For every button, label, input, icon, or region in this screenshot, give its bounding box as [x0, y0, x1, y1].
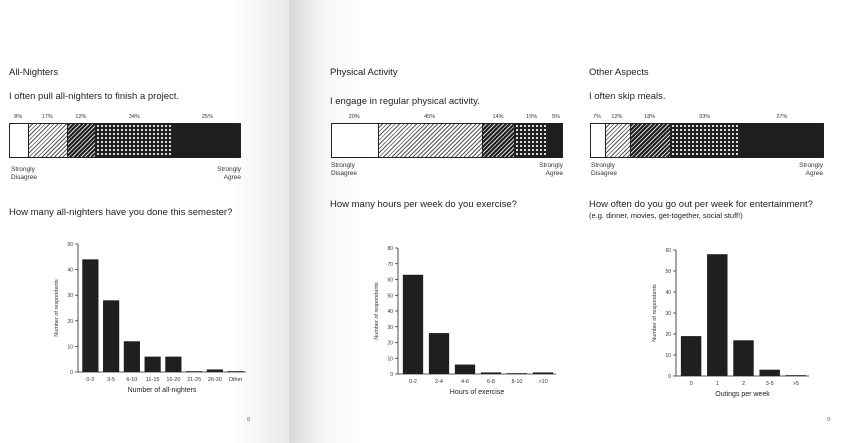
likert-right-label — [201, 166, 241, 182]
section-title-all-nighters: All-Nighters — [9, 67, 59, 78]
likert-percent-label: 20% — [348, 114, 360, 120]
x-tick-label: 2-4 — [435, 379, 443, 385]
bar-3-5 — [759, 370, 779, 376]
likert-left-label-line2: Disagree — [331, 170, 358, 177]
bar-0-2 — [82, 259, 98, 372]
likert-right-label — [523, 162, 563, 178]
likert-percent-label: 15% — [526, 114, 538, 120]
x-axis-label: Outings per week — [715, 391, 770, 398]
question-outings: How often do you go out per week for entertainment? — [589, 199, 813, 210]
y-tick-label: 0 — [70, 370, 73, 376]
likert-percent-label: 33% — [699, 114, 711, 120]
y-tick-label: 40 — [387, 309, 393, 315]
y-tick-label: 50 — [387, 293, 393, 300]
y-tick-label: 10 — [665, 353, 671, 359]
likert-segment-strongly-disagree — [10, 124, 28, 157]
x-tick-label: 0-2 — [409, 379, 417, 385]
bar-2-4 — [429, 333, 449, 374]
likert-percent-label: 17% — [41, 114, 53, 120]
bar-0-2 — [403, 275, 423, 374]
likert-segment-disagree — [28, 124, 67, 157]
likert-left-label — [591, 162, 617, 178]
x-axis-label: Number of all-nighters — [127, 387, 197, 394]
bar->5 — [786, 375, 806, 376]
page-number-right: 9 — [827, 417, 831, 423]
likert-segment-agree — [670, 124, 740, 157]
bar-chart-outings — [648, 244, 813, 404]
likert-percent-label: 18% — [644, 114, 656, 120]
likert-bar — [9, 123, 241, 158]
y-tick-label: 20 — [387, 340, 393, 347]
bar->10 — [533, 372, 553, 374]
likert-right-label-line2: Agree — [805, 170, 823, 177]
likert-left-label-line1: Strongly — [331, 162, 355, 169]
likert-segment-agree — [95, 124, 173, 157]
likert-segment-strongly-agree — [739, 124, 823, 157]
likert-bar — [331, 123, 563, 158]
likert-segment-disagree — [605, 124, 631, 157]
y-axis-label: Number of respondents — [652, 284, 658, 342]
likert-left-label-line2: Disagree — [591, 170, 618, 177]
likert-statement: I often pull all-nighters to finish a project. — [9, 91, 180, 102]
y-axis-label: Number of respondents — [374, 282, 380, 340]
bar-3-5 — [103, 300, 119, 372]
likert-segment-strongly-disagree — [332, 124, 378, 157]
likert-segment-strongly-disagree — [591, 124, 605, 157]
x-tick-label: 8-10 — [511, 379, 523, 385]
bar-Other — [228, 371, 244, 372]
likert-percent-label: 8% — [14, 114, 23, 120]
likert-segment-strongly-agree — [173, 124, 240, 157]
x-tick-label: 2 — [741, 381, 746, 387]
bar-8-10 — [507, 373, 527, 374]
bar-chart-all-nighters — [50, 238, 250, 400]
bar-2 — [733, 340, 753, 376]
likert-percent-label: 12% — [75, 114, 87, 120]
y-tick-label: 0 — [668, 374, 671, 380]
bar-6-10 — [124, 341, 140, 372]
x-tick-label: 1 — [715, 381, 719, 387]
likert-bar — [590, 123, 824, 158]
likert-left-label-line1: Strongly — [591, 162, 615, 169]
x-tick-label: 3-5 — [107, 377, 116, 383]
likert-left-label — [331, 162, 357, 178]
likert-segment-neutral — [482, 124, 514, 157]
likert-segment-neutral — [630, 124, 669, 157]
likert-right-label-line2: Agree — [545, 170, 563, 177]
y-tick-label: 40 — [665, 290, 671, 296]
likert-percent-label: 5% — [552, 114, 561, 120]
x-tick-label: >10 — [538, 379, 548, 385]
x-tick-label: 3-5 — [765, 381, 774, 387]
y-tick-label: 60 — [665, 248, 671, 254]
likert-segment-neutral — [67, 124, 95, 157]
bar-4-6 — [455, 365, 475, 374]
section-title-other-aspects: Other Aspects — [589, 67, 649, 78]
likert-statement: I engage in regular physical activity. — [330, 96, 480, 107]
y-tick-label: 50 — [665, 269, 671, 275]
y-tick-label: 60 — [387, 277, 393, 284]
likert-percent-label: 7% — [593, 114, 601, 120]
y-tick-label: 20 — [665, 332, 671, 338]
x-tick-label: 21-25 — [187, 377, 202, 383]
x-tick-label: 0-2 — [86, 377, 95, 383]
y-tick-label: 20 — [67, 318, 73, 325]
bar-chart-exercise — [370, 242, 560, 402]
likert-left-label — [11, 166, 37, 182]
question-outings-subtitle: (e.g. dinner, movies, get-together, social stuff!) — [589, 211, 743, 220]
bar-1 — [707, 254, 727, 376]
likert-percent-label: 14% — [492, 114, 504, 120]
bar-16-20 — [165, 357, 181, 372]
y-tick-label: 50 — [67, 242, 73, 248]
page-number-left: 8 — [247, 417, 251, 423]
right-page — [289, 0, 847, 443]
x-tick-label: 6-10 — [126, 377, 138, 383]
likert-statement: I often skip meals. — [589, 91, 666, 102]
y-axis-label: Number of respondents — [54, 279, 60, 337]
likert-right-label-line1: Strongly — [539, 162, 563, 169]
likert-segment-disagree — [378, 124, 482, 157]
likert-right-label-line1: Strongly — [217, 166, 241, 173]
x-tick-label: 4-6 — [461, 379, 469, 385]
y-tick-label: 30 — [67, 293, 73, 300]
x-tick-label: >5 — [792, 381, 800, 387]
y-tick-label: 30 — [387, 324, 393, 331]
likert-percent-label: 45% — [424, 114, 436, 120]
bar-6-8 — [481, 372, 501, 374]
x-tick-label: Other — [228, 377, 243, 383]
question-all-nighters: How many all-nighters have you done this semester? — [9, 207, 233, 218]
x-axis-label: Hours of exercise — [449, 389, 505, 396]
likert-right-label-line2: Agree — [223, 174, 241, 181]
x-tick-label: 11-15 — [145, 377, 160, 383]
bar-11-15 — [145, 357, 161, 372]
bar-21-25 — [186, 371, 202, 372]
x-tick-label: 0 — [689, 381, 693, 387]
y-tick-label: 80 — [387, 246, 393, 252]
x-tick-label: 26-30 — [207, 377, 222, 383]
likert-segment-agree — [514, 124, 549, 157]
left-page — [0, 0, 289, 443]
bar-0 — [681, 336, 701, 376]
likert-right-label — [783, 162, 823, 178]
section-title-physical-activity: Physical Activity — [330, 67, 398, 78]
likert-left-label-line1: Strongly — [11, 166, 35, 173]
question-exercise: How many hours per week do you exercise? — [330, 199, 517, 210]
x-tick-label: 6-8 — [487, 379, 495, 385]
likert-segment-strongly-agree — [548, 124, 562, 157]
likert-percent-label: 12% — [611, 114, 623, 120]
likert-percent-label: 27% — [776, 114, 788, 120]
y-tick-label: 30 — [665, 311, 671, 317]
likert-left-label-line2: Disagree — [11, 174, 38, 181]
y-tick-label: 0 — [390, 372, 393, 378]
likert-right-label-line1: Strongly — [799, 162, 823, 169]
y-tick-label: 10 — [67, 344, 73, 351]
y-tick-label: 40 — [67, 267, 73, 274]
likert-percent-label: 25% — [201, 114, 213, 120]
y-tick-label: 10 — [387, 356, 393, 363]
y-tick-label: 70 — [387, 261, 393, 268]
likert-percent-label: 34% — [128, 114, 140, 120]
bar-26-30 — [207, 369, 223, 372]
x-tick-label: 16-20 — [166, 377, 181, 383]
